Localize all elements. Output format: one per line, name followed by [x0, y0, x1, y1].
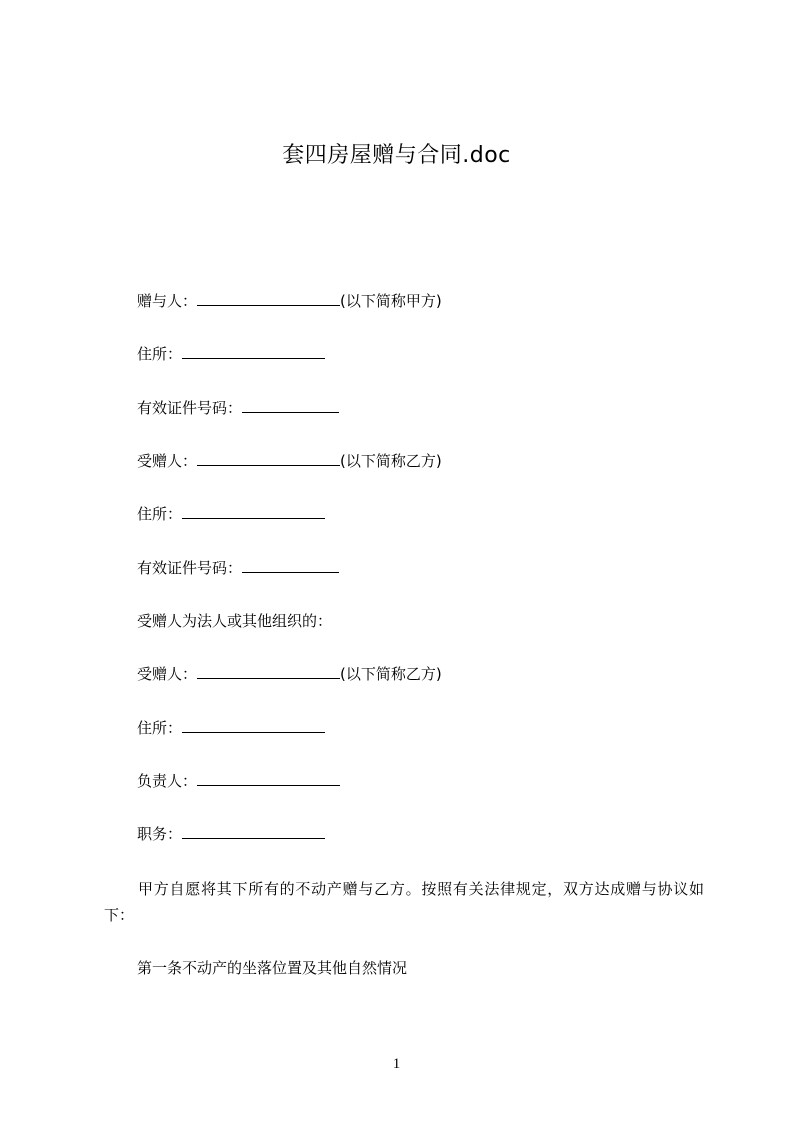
donor-label: 赠与人：	[137, 292, 198, 310]
org-position-label: 职务：	[137, 825, 183, 843]
donee-org-heading: 受赠人为法人或其他组织的：	[137, 612, 333, 630]
donor-id-line	[137, 398, 339, 418]
org-responsible-label: 负责人：	[137, 772, 198, 790]
document-title: 套四房屋赠与合同.doc	[282, 143, 511, 168]
org-address-label: 住所：	[137, 719, 183, 737]
org-donee-label: 受赠人：	[137, 665, 198, 683]
donee-id-line	[137, 558, 339, 578]
org-address-blank[interactable]	[182, 718, 325, 733]
donor-address-blank[interactable]	[182, 344, 325, 359]
donor-suffix: (以下简称甲方)	[340, 292, 442, 310]
donee-address-blank[interactable]	[182, 504, 325, 519]
donor-address-line	[137, 344, 325, 364]
org-donee-blank[interactable]	[197, 664, 340, 679]
donor-line	[137, 291, 442, 311]
donee-blank[interactable]	[197, 451, 340, 466]
donor-id-blank[interactable]	[242, 398, 339, 413]
org-address-line	[137, 718, 325, 738]
donor-blank[interactable]	[197, 291, 340, 306]
org-responsible-line	[137, 771, 340, 791]
donee-address-label: 住所：	[137, 505, 183, 523]
page-number: 1	[392, 1056, 401, 1072]
donor-id-label: 有效证件号码：	[137, 399, 243, 417]
donee-label: 受赠人：	[137, 452, 198, 470]
intro-paragraph: 甲方自愿将其下所有的不动产赠与乙方。按照有关法律规定，双方达成赠与协议如下：	[104, 880, 704, 924]
donee-suffix: (以下简称乙方)	[340, 452, 442, 470]
donee-line	[137, 451, 442, 471]
donor-address-label: 住所：	[137, 345, 183, 363]
org-donee-suffix: (以下简称乙方)	[340, 665, 442, 683]
donee-id-blank[interactable]	[242, 558, 339, 573]
donee-address-line	[137, 504, 325, 524]
org-position-blank[interactable]	[182, 824, 325, 839]
org-donee-line	[137, 664, 442, 684]
org-responsible-blank[interactable]	[197, 771, 340, 786]
article-1-heading: 第一条不动产的坐落位置及其他自然情况	[137, 959, 408, 977]
org-position-line	[137, 824, 325, 844]
donee-id-label: 有效证件号码：	[137, 559, 243, 577]
